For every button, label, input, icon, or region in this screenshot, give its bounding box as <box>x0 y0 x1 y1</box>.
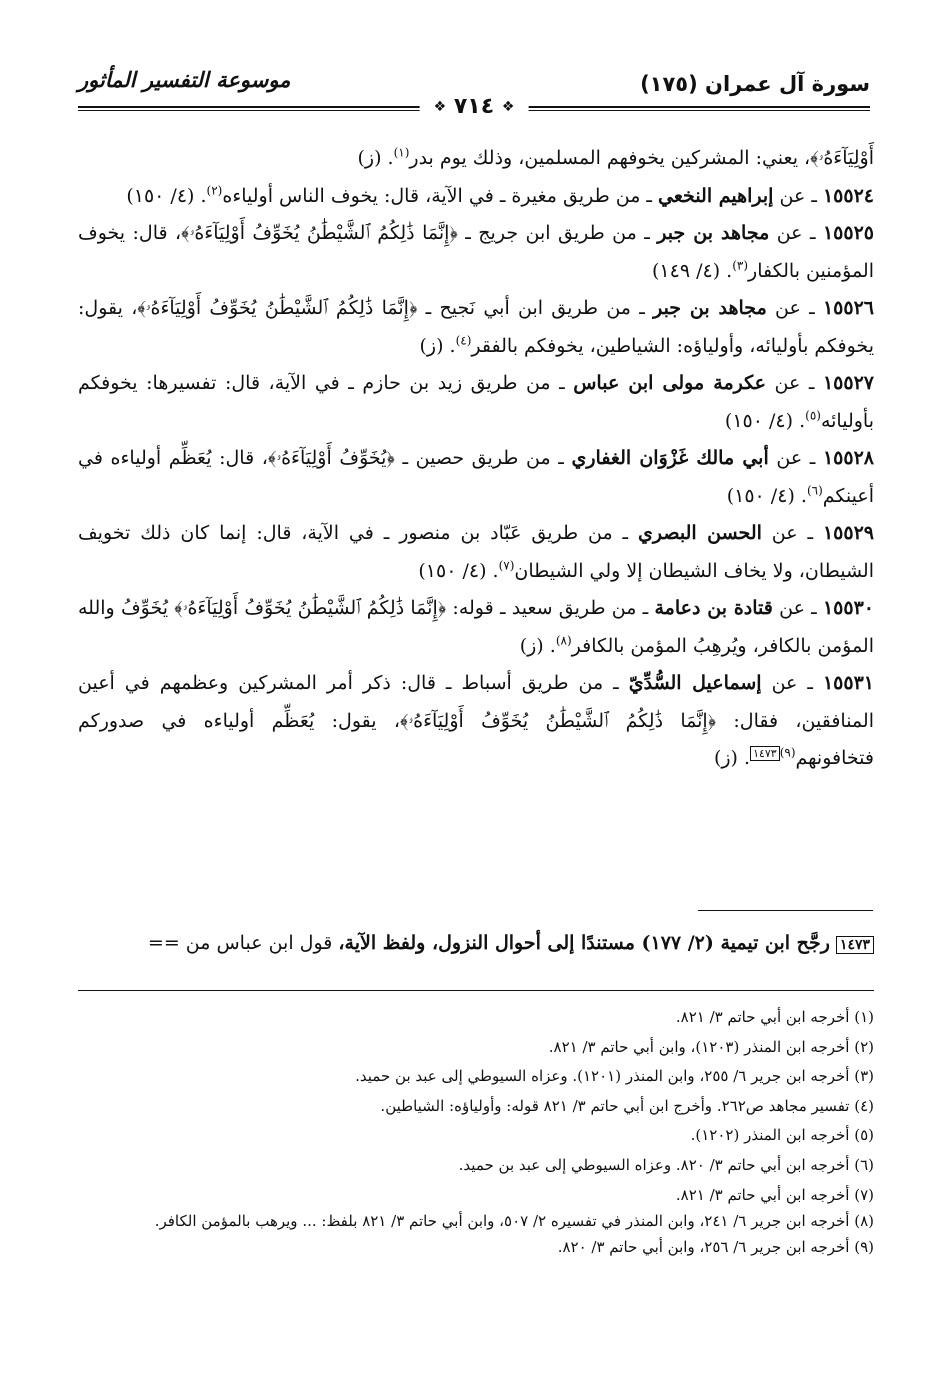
footnotes <box>78 1003 874 1263</box>
entry-prefix: ـ عن <box>765 372 823 394</box>
commentary-ref-box[interactable]: ١٤٧٣ <box>750 746 780 761</box>
entry-source: أبي مالك غَزْوَان الغفاري <box>571 447 769 469</box>
footnote-ref[interactable]: (٤) <box>455 333 472 348</box>
commentary-separator <box>698 910 873 911</box>
entry-number: ١٥٥٢٤ <box>822 184 874 207</box>
entry <box>78 515 874 590</box>
footnote: (٧) أخرجه ابن أبي حاتم ٣/ ٨٢١. <box>675 1185 874 1204</box>
entry-source: عكرمة مولى ابن عباس <box>573 372 766 394</box>
entry-prefix: ـ عن <box>772 597 823 619</box>
entry-prefix: ـ عن <box>773 184 823 207</box>
main-text <box>78 140 874 778</box>
footnote: (٩) أخرجه ابن جرير ٦/ ٢٥٦، وابن أبي حاتم ٣/ ٨٢٠. <box>557 1238 874 1257</box>
entry-number: ١٥٥٢٧ <box>822 372 874 394</box>
entry-number: ١٥٥٢٨ <box>822 447 874 469</box>
entry-prefix: ـ عن <box>768 447 823 469</box>
entry-ref: . (٤/ ١٥٠) <box>726 484 807 507</box>
page-number-block <box>420 94 529 119</box>
entry-source: قتادة بن دعامة <box>654 597 773 619</box>
ornament-icon: ❖ <box>501 99 515 115</box>
footnote: (٤) تفسير مجاهد ص٢٦٢. وأخرج ابن أبي حاتم ٣/ ٨٢١ قوله: وأولياؤه: الشياطين. <box>380 1096 874 1115</box>
entry-prefix: ـ عن <box>766 297 823 319</box>
footnote-ref[interactable]: (٣) <box>732 258 749 273</box>
entry-text: ـ من طريق سعيد ـ قوله: ﴿إِنَّمَا ذَٰلِكُمُ ٱلشَّيْطَٰنُ يُخَوِّفُ أَوْلِيَآءَهُۥ﴾ يُخَوِّفُ والله المؤمن بالكافر، ويُرهِبُ المؤمن بالكافر <box>78 597 874 657</box>
footnote: (١) أخرجه ابن أبي حاتم ٣/ ٨٢١. <box>675 1008 874 1026</box>
entry-number: ١٥٥٢٩ <box>822 522 874 544</box>
entry-text: ـ من طريق عَبّاد بن منصور ـ في الآية، قال: إنما كان ذلك تخويف الشيطان، ولا يخاف الشيطان إلا ولي الشيطان <box>78 522 874 582</box>
footnote: (٦) أخرجه ابن أبي حاتم ٣/ ٨٢٠. وعزاه السيوطي إلى عبد بن حميد. <box>458 1155 874 1174</box>
entry-text: ـ من طريق زيد بن حازم ـ في الآية، قال: تفسيرها: يخوفكم بأوليائه <box>78 372 874 432</box>
entry <box>78 215 874 290</box>
entry-source: الحسن البصري <box>638 522 762 544</box>
entry-continuation <box>78 140 874 178</box>
entry <box>78 365 874 440</box>
footnote-ref[interactable]: (٨) <box>555 633 572 648</box>
footnote-ref[interactable]: (٧) <box>498 558 515 573</box>
entry-ref: . (ز) <box>519 634 556 657</box>
entry-text: ـ من طريق ابن جريج ـ ﴿إِنَّمَا ذَٰلِكُمُ ٱلشَّيْطَٰنُ يُخَوِّفُ أَوْلِيَآءَهُۥ﴾، قال: يخوف المؤمنين بالكفار <box>78 222 874 282</box>
entry <box>78 178 874 216</box>
page-header <box>78 60 870 120</box>
entry-number: ١٥٥٣٠ <box>822 597 874 619</box>
entry-ref: . (٤/ ١٥٠) <box>126 184 207 207</box>
footnote: (٢) أخرجه ابن المنذر (١٢٠٣)، وابن أبي حاتم ٣/ ٨٢١. <box>548 1037 874 1056</box>
book-title: موسوعة التفسير المأثور <box>78 68 291 92</box>
entry-text: ـ من طريق حصين ـ ﴿يُخَوِّفُ أَوْلِيَآءَهُۥ﴾، قال: يُعَظِّم أولياءه في أعينكم <box>78 447 874 507</box>
commentary-note <box>78 928 874 960</box>
entry <box>78 290 874 365</box>
entry-ref: . (٤/ ١٥٠) <box>418 559 499 582</box>
entry-number: ١٥٥٢٦ <box>822 297 874 319</box>
entry-text: أَوْلِيَآءَهُۥ﴾، يعني: المشركين يخوفهم المسلمين، وذلك يوم بدر <box>409 147 874 169</box>
entry-ref: . (٤/ ١٤٩) <box>652 259 733 282</box>
entry-text: ـ من طريق ابن أبي نَجيح ـ ﴿إِنَّمَا ذَٰلِكُمُ ٱلشَّيْطَٰنُ يُخَوِّفُ أَوْلِيَآءَهُۥ﴾، يقول: يخوفكم بأوليائه، وأولياؤه: الشياطين، يخوفكم بالفقر <box>78 297 874 357</box>
entry-text: ـ من طريق مغيرة ـ في الآية، قال: يخوف الناس أولياءه <box>222 184 659 207</box>
footnote: (٥) أخرجه ابن المنذر (١٢٠٢). <box>690 1126 874 1145</box>
footnote: (٨) أخرجه ابن جرير ٦/ ٢٤١، وابن المنذر في تفسيره ٢/ ٥٠٧، وابن أبي حاتم ٣/ ٨٢١ بلفظ: ... ويرهب بالمؤمن الكافر. <box>154 1212 874 1231</box>
entry-number: ١٥٥٣١ <box>822 672 874 694</box>
footnote-ref[interactable]: (٦) <box>806 483 823 498</box>
entry <box>78 590 874 665</box>
entry-number: ١٥٥٢٥ <box>822 222 874 244</box>
footnote-ref[interactable]: (٥) <box>805 408 821 423</box>
surah-title: سورة آل عمران (١٧٥) <box>640 72 870 96</box>
entry-source: مجاهد بن جبر <box>653 297 767 319</box>
commentary-text: قول ابن عباس من == <box>147 932 339 954</box>
footnote-ref[interactable]: (١) <box>393 145 410 160</box>
entry-ref: . (ز) <box>419 334 456 357</box>
ornament-icon: ❖ <box>433 99 447 115</box>
entry-source: إبراهيم النخعي <box>658 184 774 207</box>
commentary-number-box: ١٤٧٣ <box>836 936 874 954</box>
entry <box>78 665 874 778</box>
commentary-lead: رجَّح ابن تيمية (٢/ ١٧٧) مستندًا إلى أحوال النزول، ولفظ الآية، <box>338 932 830 954</box>
entry-text: ـ من طريق أسباط ـ قال: ذكر أمر المشركين وعظمهم في أعين المنافقين، فقال: ﴿إِنَّمَا ذَٰلِكُمُ ٱلشَّيْطَٰنُ يُخَوِّفُ أَوْلِيَآءَهُۥ﴾، يقول: يُعَظِّم أولياءه في صدوركم فتخافونهم <box>78 672 874 769</box>
entry <box>78 440 874 515</box>
footnote: (٣) أخرجه ابن جرير ٦/ ٢٥٥، وابن المنذر (١٢٠١). وعزاه السيوطي إلى عبد بن حميد. <box>355 1067 874 1086</box>
entry-source: مجاهد بن جبر <box>657 222 770 244</box>
entry-prefix: ـ عن <box>761 672 823 694</box>
entry-prefix: ـ عن <box>761 522 823 544</box>
footnotes-separator <box>78 990 874 991</box>
footnote-ref[interactable]: (٩) <box>779 745 796 760</box>
entry-source: إسماعيل السُّدِّيّ <box>628 672 762 694</box>
entry-ref: . (٤/ ١٥٠) <box>724 409 806 432</box>
page-number: ٧١٤ <box>453 94 495 119</box>
entry-ref: . (ز) <box>713 747 751 769</box>
entry-ref: . (ز) <box>357 147 394 169</box>
entry-prefix: ـ عن <box>769 222 823 244</box>
footnote-ref[interactable]: (٢) <box>206 183 223 198</box>
